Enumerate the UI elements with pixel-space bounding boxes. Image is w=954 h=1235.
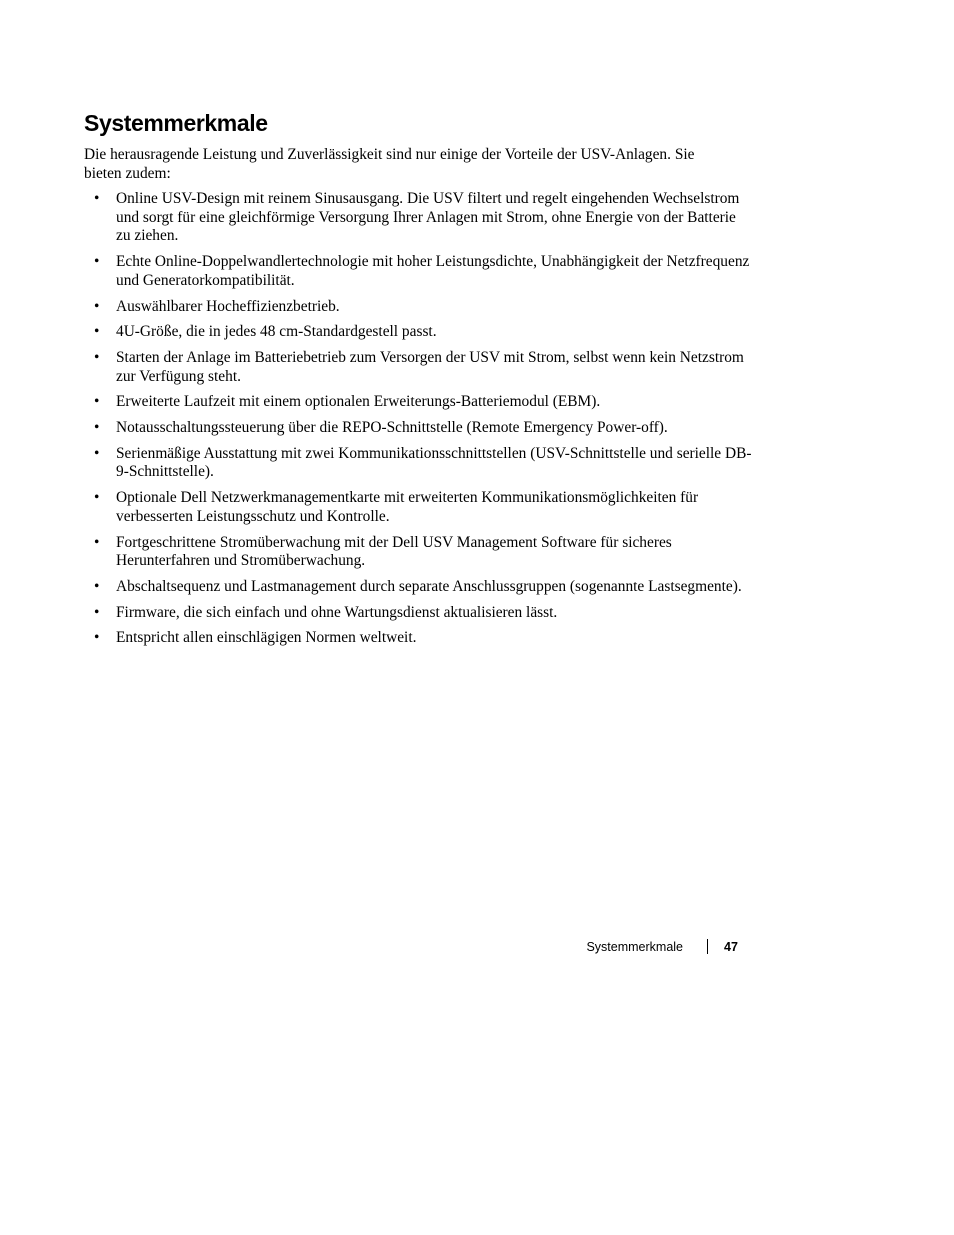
bullet-icon: • (94, 348, 100, 366)
list-item-text: Optionale Dell Netzwerkmanagementkarte mit erweiterten Kommunikationsmöglichkeiten für verbesserten Leistungsschutz und Kontrolle. (116, 489, 699, 525)
page-footer (0, 937, 954, 957)
list-item (84, 534, 754, 571)
bullet-icon: • (94, 190, 100, 207)
list-item (84, 445, 754, 482)
bullet-icon: • (94, 393, 100, 411)
list-item-text: Erweiterte Laufzeit mit einem optionalen Erweiterungs-Batteriemodul (EBM). (116, 393, 601, 411)
bullet-icon: • (94, 489, 100, 507)
page-number: 47 (724, 940, 738, 954)
bullet-icon: • (94, 577, 100, 595)
bullet-icon: • (94, 297, 100, 315)
list-item-text: Abschaltsequenz und Lastmanagement durch separate Anschlussgruppen (sogenannte Lastsegmente). (116, 577, 742, 595)
list-item-text: Entspricht allen einschlägigen Normen weltweit. (116, 629, 417, 647)
list-item-text: Online USV-Design mit reinem Sinusausgang. Die USV filtert und regelt eingehenden Wechselstrom und sorgt für eine gleichförmige Versorgung Ihrer Anlagen mit Strom, ohne Energie von der Batterie zu ziehen. (116, 190, 740, 245)
list-item (84, 629, 754, 648)
list-item-text: Echte Online-Doppelwandlertechnologie mit hoher Leistungsdichte, Unabhängigkeit der Netzfrequenz und Generatorkompatibilität. (116, 253, 750, 289)
bullet-icon: • (94, 533, 100, 551)
list-item (84, 489, 754, 526)
list-item-text: 4U-Größe, die in jedes 48 cm-Standardgestell passt. (116, 323, 437, 341)
bullet-icon: • (94, 444, 100, 462)
footer-divider (707, 939, 708, 954)
list-item (84, 190, 754, 246)
bullet-icon: • (94, 629, 100, 647)
bullet-icon: • (94, 419, 100, 437)
footer-section-title: Systemmerkmale (586, 940, 683, 954)
bullet-icon: • (94, 323, 100, 341)
bullet-icon: • (94, 253, 100, 271)
list-item (84, 604, 754, 623)
list-item-text: Auswählbarer Hocheffizienzbetrieb. (116, 297, 340, 315)
bullet-icon: • (94, 603, 100, 621)
list-item (84, 349, 754, 386)
list-item-text: Starten der Anlage im Batteriebetrieb zum Versorgen der USV mit Strom, selbst wenn kein Netzstrom zur Verfügung steht. (116, 348, 744, 385)
list-item-text: Notausschaltungssteuerung über die REPO-Schnittstelle (Remote Emergency Power-off). (116, 419, 668, 437)
list-item (84, 393, 754, 412)
list-item-text: Serienmäßige Ausstattung mit zwei Kommunikationsschnittstellen (USV-Schnittstelle und serielle DB-9-Schnittstelle). (116, 444, 752, 481)
list-item-text: Fortgeschrittene Stromüberwachung mit der Dell USV Management Software für sicheres Herunterfahren und Stromüberwachung. (116, 533, 672, 570)
feature-list (84, 190, 754, 655)
list-item (84, 253, 754, 290)
list-item (84, 323, 754, 342)
page-title: Systemmerkmale (84, 110, 268, 136)
intro-paragraph: Die herausragende Leistung und Zuverlässigkeit sind nur einige der Vorteile der USV-Anlagen. Sie bieten zudem: (84, 146, 695, 182)
list-item (84, 419, 754, 438)
list-item (84, 298, 754, 317)
list-item-text: Firmware, die sich einfach und ohne Wartungsdienst aktualisieren lässt. (116, 603, 558, 621)
list-item (84, 578, 754, 597)
